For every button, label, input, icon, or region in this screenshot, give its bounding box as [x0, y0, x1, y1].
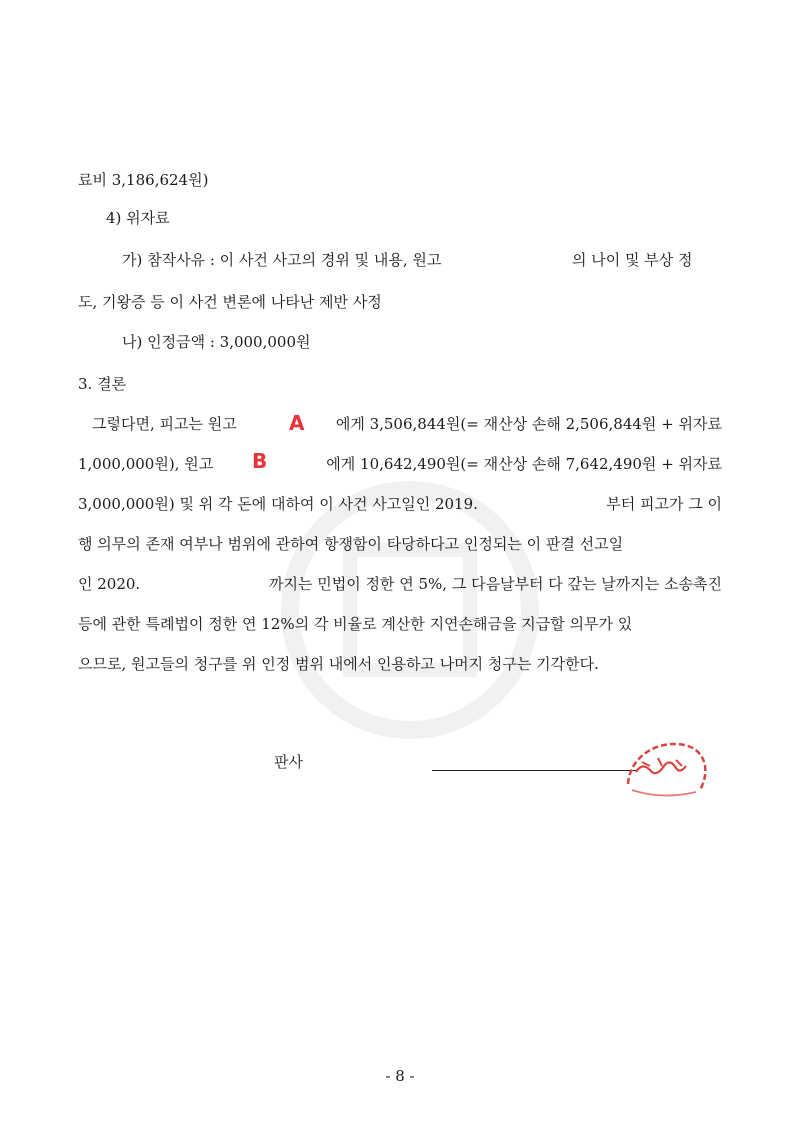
paragraph-line-2b: 에게 10,642,490원(= 재산상 손해 7,642,490원 + 위자료 — [326, 455, 722, 473]
judge-seal-stamp — [622, 732, 712, 802]
court-watermark — [200, 480, 620, 740]
judge-label: 판사 — [274, 753, 303, 771]
redaction-marker-b: B — [252, 449, 268, 473]
paragraph-line-4: 행 의무의 존재 여부나 범위에 관하여 항쟁함이 타당하다고 인정되는 이 판결 선고일 — [78, 535, 624, 553]
signature-line — [432, 770, 637, 771]
paragraph-line-1a: 그렇다면, 피고는 원고 — [92, 415, 237, 433]
paragraph-line-3a: 3,000,000원) 및 위 각 돈에 대하여 이 사건 사고일인 2019. — [78, 495, 478, 513]
paragraph-line-1b: 에게 3,506,844원(= 재산상 손해 2,506,844원 + 위자료 — [335, 415, 722, 433]
section-heading-consolation: 4) 위자료 — [106, 209, 170, 227]
paragraph-line-6: 등에 관한 특례법이 정한 연 12%의 각 비율로 계산한 지연손해금을 지급할 의무가 있 — [78, 615, 633, 633]
text-line-3a: 가) 참작사유 : 이 사건 사고의 경위 및 내용, 원고 — [122, 251, 442, 269]
paragraph-line-5b: 까지는 민법이 정한 연 5%, 그 다음날부터 다 갚는 날까지는 소송촉진 — [269, 575, 722, 593]
text-line-5: 나) 인정금액 : 3,000,000원 — [122, 333, 311, 351]
text-line-1: 료비 3,186,624원) — [78, 171, 209, 189]
section-heading-conclusion: 3. 결론 — [78, 375, 127, 393]
paragraph-line-5a: 인 2020. — [78, 575, 141, 593]
paragraph-line-7: 으므로, 원고들의 청구를 위 인정 범위 내에서 인용하고 나머지 청구는 기각한다. — [78, 655, 599, 673]
redaction-marker-a: A — [289, 411, 305, 435]
paragraph-line-2a: 1,000,000원), 원고 — [78, 455, 214, 473]
text-line-4: 도, 기왕증 등 이 사건 변론에 나타난 제반 사정 — [78, 293, 382, 311]
paragraph-line-3b: 부터 피고가 그 이 — [606, 495, 722, 513]
page-number: - 8 - — [385, 1067, 415, 1085]
text-line-3b: 의 나이 및 부상 정 — [572, 251, 693, 269]
